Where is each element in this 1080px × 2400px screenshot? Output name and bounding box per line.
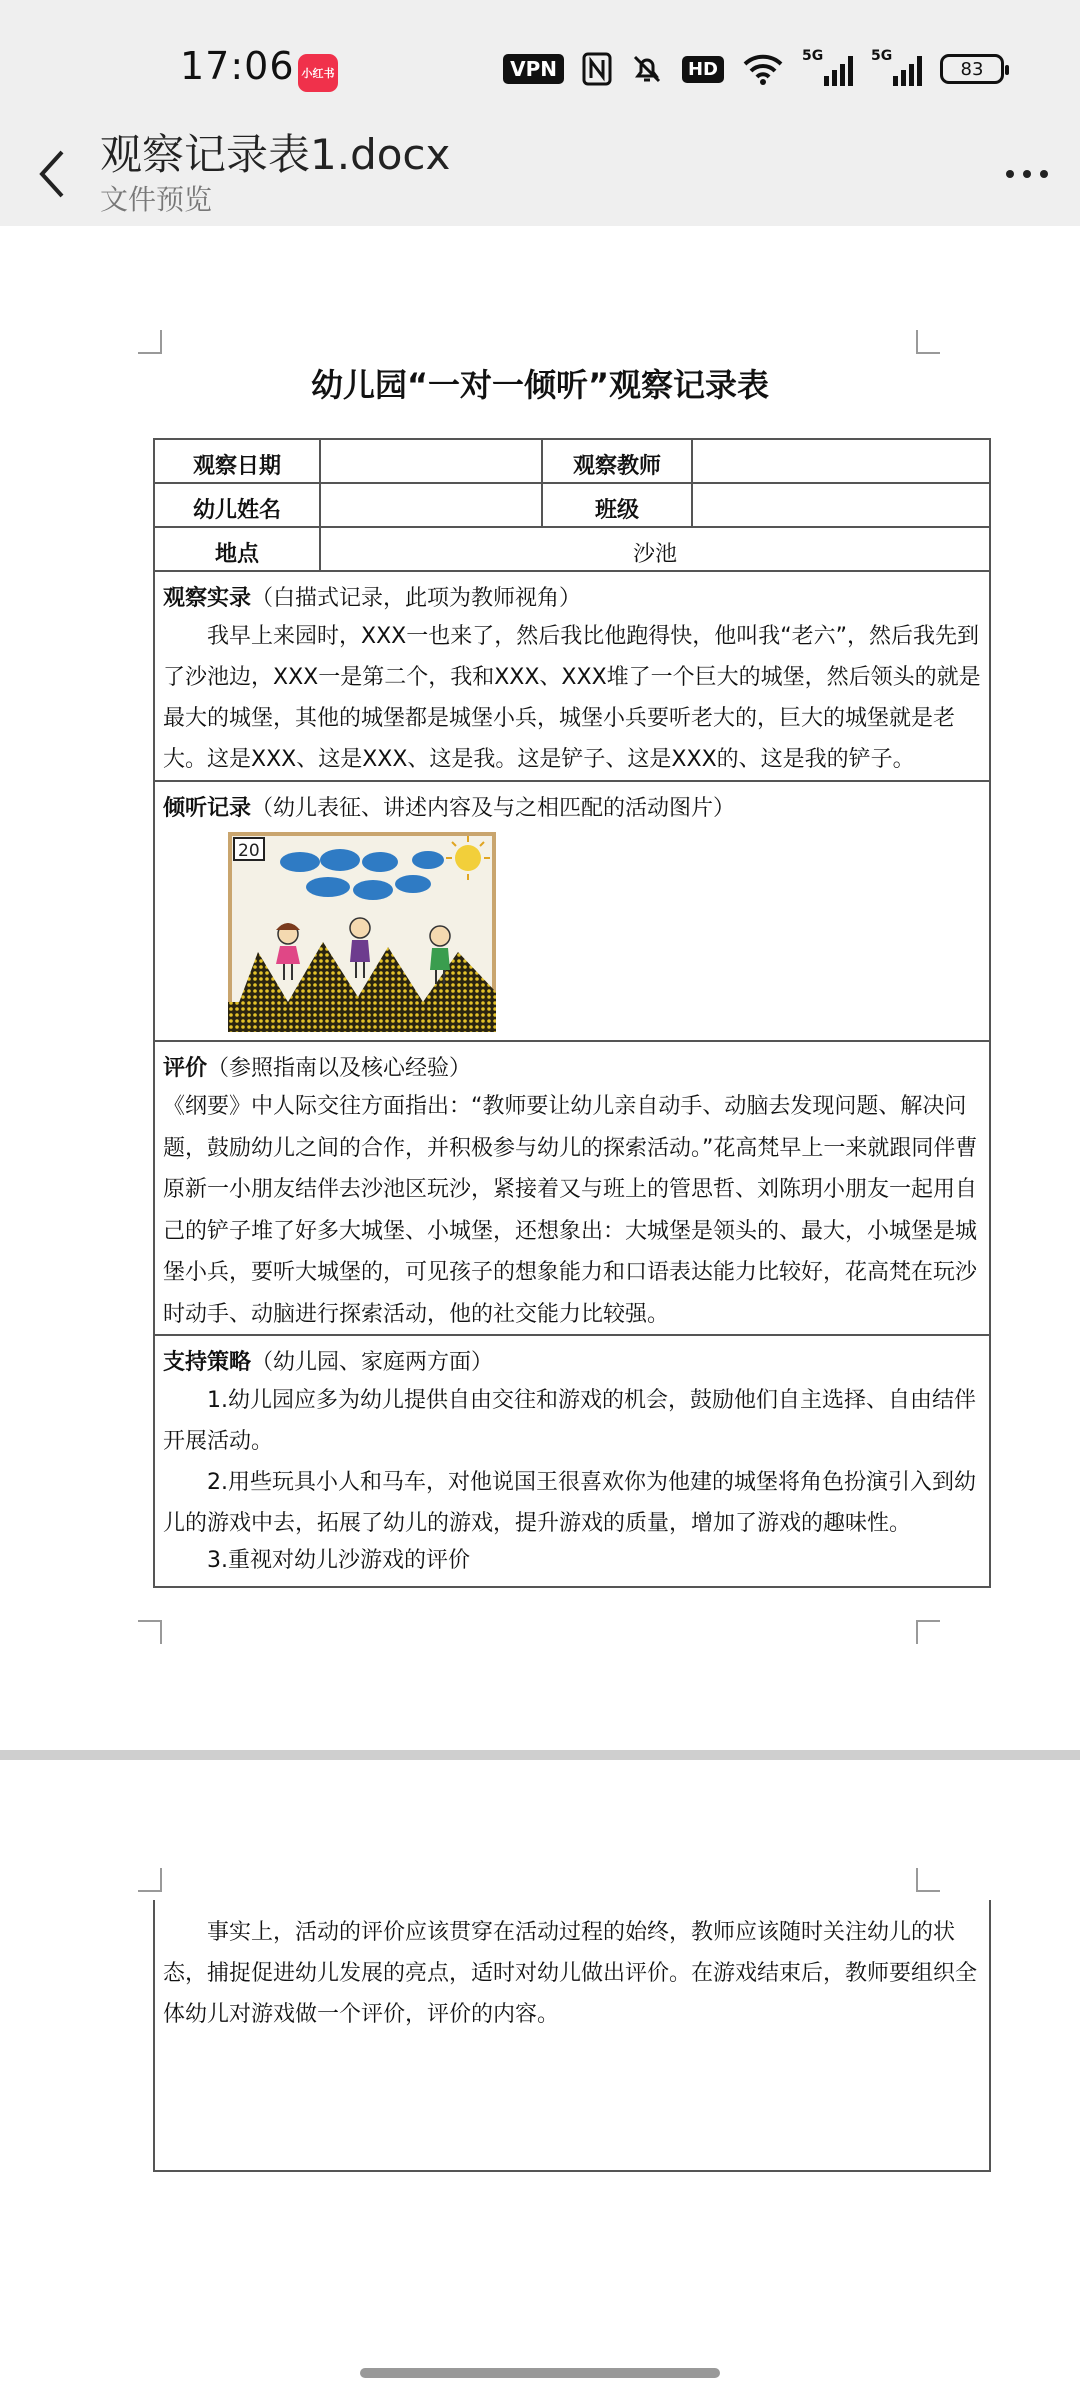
page-corner-mark bbox=[138, 1868, 162, 1892]
table-row bbox=[155, 440, 989, 484]
listening-note: （幼儿表征、讲述内容及与之相匹配的活动图片） bbox=[251, 796, 736, 821]
mute-bell-icon bbox=[630, 52, 664, 86]
strategy-section bbox=[155, 1336, 989, 1586]
table-row bbox=[155, 484, 989, 528]
battery-icon bbox=[940, 54, 1004, 84]
teacher-label: 观察教师 bbox=[543, 440, 693, 482]
home-gesture-bar[interactable] bbox=[360, 2368, 720, 2378]
place-value: 沙池 bbox=[632, 542, 677, 567]
class-value bbox=[693, 484, 989, 526]
vpn-icon: VPN bbox=[503, 54, 564, 84]
signal-2-icon: 5G bbox=[871, 52, 922, 86]
more-options-icon[interactable] bbox=[1002, 154, 1052, 194]
evaluation-title: 评价 bbox=[163, 1056, 208, 1081]
wifi-icon bbox=[742, 53, 784, 85]
date-value bbox=[321, 440, 543, 482]
drawing-number: 20 bbox=[238, 841, 260, 861]
table-row bbox=[155, 528, 989, 572]
signal-1-icon: 5G bbox=[802, 52, 853, 86]
child-name-value bbox=[321, 484, 543, 526]
child-drawing-image bbox=[228, 832, 496, 1032]
observation-text: 我早上来园时，XXX一也来了，然后我比他跑得快，他叫我“老六”，然后我先到了沙池边，XXX一是第二个，我和XXX、XXX堆了一个巨大的城堡，然后领头的就是最大的城堡，其他的城堡都是城堡小兵，城堡小兵要听老大的，巨大的城堡就是老大。这是XXX、这是XXX、这是我。这是铲子、这是XXX的、这是我的铲子。 bbox=[163, 624, 981, 772]
observation-table-continued bbox=[153, 1900, 991, 2172]
page-corner-mark bbox=[138, 330, 162, 354]
status-icons bbox=[503, 48, 1004, 86]
back-arrow-icon[interactable] bbox=[32, 144, 72, 204]
status-bar bbox=[0, 0, 1080, 130]
nfc-icon bbox=[582, 52, 612, 86]
evaluation-text: 《纲要》中人际交往方面指出：“教师要让幼儿亲自动手、动脑去发现问题、解决问题，鼓励幼儿之间的合作，并积极参与幼儿的探索活动。”花高梵早上一来就跟同伴曹原新一小朋友结伴去沙池区玩沙，紧接着又与班上的管思哲、刘陈玥小朋友一起用自己的铲子堆了好多大城堡、小城堡，还想象出：大城堡是领头的、最大，小城堡是城堡小兵，要听大城堡的，可见孩子的想象能力和口语表达能力比较好，花高梵在玩沙时动手、动脑进行探索活动，他的社交能力比较强。 bbox=[163, 1094, 978, 1327]
date-label: 观察日期 bbox=[155, 440, 321, 482]
page-corner-mark bbox=[916, 1868, 940, 1892]
page-corner-mark bbox=[916, 330, 940, 354]
observation-title: 观察实录 bbox=[163, 586, 252, 611]
listening-section bbox=[155, 782, 989, 1042]
page-corner-mark bbox=[138, 1620, 162, 1644]
rednote-app-icon: 小红书 bbox=[298, 54, 338, 92]
strategy-item: 3.重视对幼儿沙游戏的评价 bbox=[207, 1548, 470, 1573]
observation-note: （白描式记录，此项为教师视角） bbox=[251, 586, 582, 611]
strategy-item: 1.幼儿园应多为幼儿提供自由交往和游戏的机会，鼓励他们自主选择、自由结伴开展活动。 bbox=[163, 1388, 976, 1454]
page-corner-mark bbox=[916, 1620, 940, 1644]
page-separator bbox=[0, 1750, 1080, 1760]
hd-voice-icon: HD bbox=[682, 56, 724, 83]
app-header bbox=[0, 130, 1080, 226]
strategy-note: （幼儿园、家庭两方面） bbox=[251, 1350, 494, 1375]
evaluation-section bbox=[155, 1042, 989, 1336]
observation-section bbox=[155, 572, 989, 782]
status-time: 17:06 bbox=[180, 44, 295, 88]
evaluation-note: （参照指南以及核心经验） bbox=[207, 1056, 472, 1081]
document-subtitle: 文件预览 bbox=[100, 183, 213, 216]
strategy-item: 2.用些玩具小人和马车，对他说国王很喜欢你为他建的城堡将角色扮演引入到幼儿的游戏中去，拓展了幼儿的游戏，提升游戏的质量，增加了游戏的趣味性。 bbox=[163, 1470, 976, 1536]
document-title: 观察记录表1.docx bbox=[100, 130, 451, 179]
child-name-label: 幼儿姓名 bbox=[155, 484, 321, 526]
battery-level: 83 bbox=[960, 58, 984, 80]
document-heading: 幼儿园“一对一倾听”观察记录表 bbox=[310, 366, 770, 404]
teacher-value bbox=[693, 440, 989, 482]
listening-title: 倾听记录 bbox=[163, 796, 252, 821]
place-label: 地点 bbox=[155, 528, 321, 570]
strategy-continuation: 事实上，活动的评价应该贯穿在活动过程的始终，教师应该随时关注幼儿的状态，捕捉促进幼儿发展的亮点，适时对幼儿做出评价。在游戏结束后，教师要组织全体幼儿对游戏做一个评价，评价的内容。 bbox=[163, 1920, 978, 2027]
observation-table bbox=[153, 438, 991, 1588]
strategy-title: 支持策略 bbox=[163, 1350, 252, 1375]
class-label: 班级 bbox=[543, 484, 693, 526]
